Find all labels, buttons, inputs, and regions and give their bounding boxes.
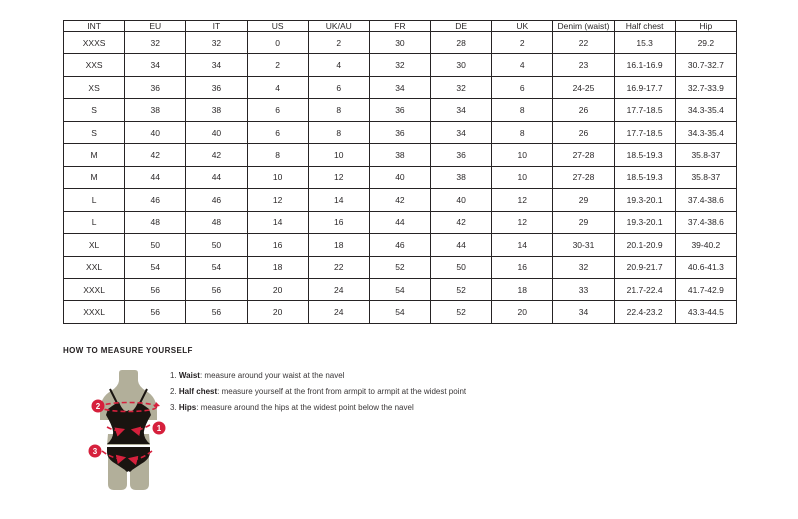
table-cell: 23 [553,54,614,76]
table-cell: 28 [431,32,492,54]
table-cell: 38 [186,99,247,121]
table-cell: 20 [492,301,553,324]
table-cell: 10 [492,144,553,166]
badge-hips-number: 3 [92,447,98,456]
table-row [64,234,737,256]
table-cell: 2 [308,32,369,54]
table-cell: 32.7-33.9 [675,76,736,98]
badge-waist-number: 1 [156,424,162,433]
table-cell: 52 [369,256,430,278]
table-cell: 56 [125,278,186,300]
size-table-header-row [64,21,737,32]
table-cell: 6 [247,121,308,143]
table-cell: 46 [369,234,430,256]
table-cell: 43.3-44.5 [675,301,736,324]
table-cell: 38 [369,144,430,166]
table-cell: 36 [369,121,430,143]
table-cell: 42 [369,189,430,211]
column-header: FR [369,21,430,32]
table-row [64,121,737,143]
column-header: INT [64,21,125,32]
table-cell: 44 [431,234,492,256]
table-cell: 37.4-38.6 [675,189,736,211]
table-cell: 4 [247,76,308,98]
table-cell: M [64,144,125,166]
table-cell: 29 [553,189,614,211]
column-header: UK/AU [308,21,369,32]
table-cell: 4 [492,54,553,76]
table-cell: 21.7-22.4 [614,278,675,300]
table-cell: 30 [431,54,492,76]
table-cell: 54 [369,301,430,324]
column-header: UK [492,21,553,32]
table-cell: 52 [431,301,492,324]
table-cell: 34 [431,99,492,121]
table-cell: 44 [186,166,247,188]
table-cell: 36 [431,144,492,166]
table-cell: 24 [308,278,369,300]
column-header: US [247,21,308,32]
table-cell: 8 [492,121,553,143]
table-cell: 56 [125,301,186,324]
table-cell: 6 [247,99,308,121]
table-cell: 26 [553,99,614,121]
table-cell: 39-40.2 [675,234,736,256]
table-cell: 16 [308,211,369,233]
table-cell: 20.1-20.9 [614,234,675,256]
table-cell: 54 [369,278,430,300]
table-cell: XXXL [64,301,125,324]
table-cell: 19.3-20.1 [614,211,675,233]
table-cell: 10 [247,166,308,188]
instruction-item: 3. Hips: measure around the hips at the widest point below the navel [170,403,414,412]
table-cell: 20.9-21.7 [614,256,675,278]
table-cell: 32 [186,32,247,54]
table-cell: 20 [247,278,308,300]
table-cell: 40 [369,166,430,188]
badge-hips [89,445,102,458]
table-cell: 26 [553,121,614,143]
table-cell: 35.8-37 [675,144,736,166]
table-cell: 29 [553,211,614,233]
table-cell: 46 [186,189,247,211]
table-cell: 33 [553,278,614,300]
table-cell: 34 [553,301,614,324]
table-cell: S [64,99,125,121]
table-cell: 52 [431,278,492,300]
badge-chest [92,400,105,413]
table-cell: 18 [247,256,308,278]
size-conversion-table [63,20,737,324]
table-cell: 16 [247,234,308,256]
table-cell: 20 [247,301,308,324]
table-cell: 14 [492,234,553,256]
table-cell: 22 [308,256,369,278]
table-cell: 14 [247,211,308,233]
table-row [64,144,737,166]
table-cell: 18 [308,234,369,256]
table-cell: 44 [369,211,430,233]
table-cell: 40 [186,121,247,143]
table-cell: 8 [247,144,308,166]
table-cell: 16 [492,256,553,278]
table-cell: 15.3 [614,32,675,54]
table-cell: 34 [431,121,492,143]
instruction-item: 1. Waist: measure around your waist at the navel [170,371,345,380]
table-cell: XXXL [64,278,125,300]
table-cell: 16.9-17.7 [614,76,675,98]
table-cell: 36 [369,99,430,121]
table-cell: 2 [247,54,308,76]
table-cell: 36 [186,76,247,98]
table-cell: 12 [308,166,369,188]
table-cell: 24-25 [553,76,614,98]
table-cell: 34 [125,54,186,76]
table-cell: 18.5-19.3 [614,166,675,188]
badge-waist [153,422,166,435]
table-row [64,211,737,233]
table-cell: 42 [125,144,186,166]
table-cell: 40 [125,121,186,143]
table-cell: 2 [492,32,553,54]
table-cell: 29.2 [675,32,736,54]
table-cell: 32 [431,76,492,98]
table-cell: 8 [308,99,369,121]
table-cell: 40 [431,189,492,211]
table-cell: XL [64,234,125,256]
column-header: IT [186,21,247,32]
table-cell: 35.8-37 [675,166,736,188]
table-cell: 32 [553,256,614,278]
table-cell: 14 [308,189,369,211]
table-row [64,76,737,98]
badge-chest-number: 2 [95,402,101,411]
table-cell: 34 [186,54,247,76]
table-cell: 22 [553,32,614,54]
table-cell: 36 [125,76,186,98]
table-cell: XXXS [64,32,125,54]
measurement-figure [72,368,172,508]
table-row [64,54,737,76]
table-cell: L [64,211,125,233]
table-cell: 34 [369,76,430,98]
table-row [64,256,737,278]
table-cell: 48 [186,211,247,233]
table-cell: 4 [308,54,369,76]
table-cell: 56 [186,278,247,300]
table-row [64,278,737,300]
table-cell: 50 [186,234,247,256]
measure-section-heading: HOW TO MEASURE YOURSELF [63,346,193,355]
table-row [64,189,737,211]
table-cell: 38 [125,99,186,121]
table-cell: 50 [431,256,492,278]
table-cell: 50 [125,234,186,256]
table-cell: 12 [492,189,553,211]
table-cell: 32 [125,32,186,54]
table-cell: 41.7-42.9 [675,278,736,300]
table-cell: 42 [431,211,492,233]
table-cell: 37.4-38.6 [675,211,736,233]
table-cell: M [64,166,125,188]
column-header: DE [431,21,492,32]
table-cell: S [64,121,125,143]
column-header: Denim (waist) [553,21,614,32]
table-row [64,32,737,54]
table-cell: 30-31 [553,234,614,256]
table-cell: 10 [492,166,553,188]
table-cell: 0 [247,32,308,54]
table-cell: 38 [431,166,492,188]
size-table-body [64,32,737,324]
table-cell: 8 [492,99,553,121]
table-cell: 12 [492,211,553,233]
table-cell: L [64,189,125,211]
table-cell: 19.3-20.1 [614,189,675,211]
table-cell: 24 [308,301,369,324]
table-cell: 17.7-18.5 [614,99,675,121]
table-cell: 27-28 [553,166,614,188]
table-cell: 18.5-19.3 [614,144,675,166]
table-cell: 8 [308,121,369,143]
table-cell: 54 [125,256,186,278]
table-row [64,166,737,188]
table-cell: 54 [186,256,247,278]
table-row [64,301,737,324]
column-header: Half chest [614,21,675,32]
table-cell: 6 [492,76,553,98]
instruction-item: 2. Half chest: measure yourself at the front from armpit to armpit at the widest point [170,387,467,396]
table-cell: 42 [186,144,247,166]
table-cell: 40.6-41.3 [675,256,736,278]
table-cell: 48 [125,211,186,233]
table-cell: XXS [64,54,125,76]
table-cell: 34.3-35.4 [675,121,736,143]
table-cell: 12 [247,189,308,211]
table-cell: 6 [308,76,369,98]
table-cell: 30.7-32.7 [675,54,736,76]
table-cell: 44 [125,166,186,188]
table-cell: XS [64,76,125,98]
column-header: Hip [675,21,736,32]
table-cell: 34.3-35.4 [675,99,736,121]
table-cell: 18 [492,278,553,300]
table-cell: 16.1-16.9 [614,54,675,76]
table-cell: 27-28 [553,144,614,166]
table-cell: 17.7-18.5 [614,121,675,143]
table-cell: 46 [125,189,186,211]
table-row [64,99,737,121]
table-cell: XXL [64,256,125,278]
measure-instructions [170,368,466,416]
column-header: EU [125,21,186,32]
table-cell: 10 [308,144,369,166]
table-cell: 32 [369,54,430,76]
table-cell: 22.4-23.2 [614,301,675,324]
mannequin-illustration-icon [72,368,172,508]
table-cell: 30 [369,32,430,54]
table-cell: 56 [186,301,247,324]
